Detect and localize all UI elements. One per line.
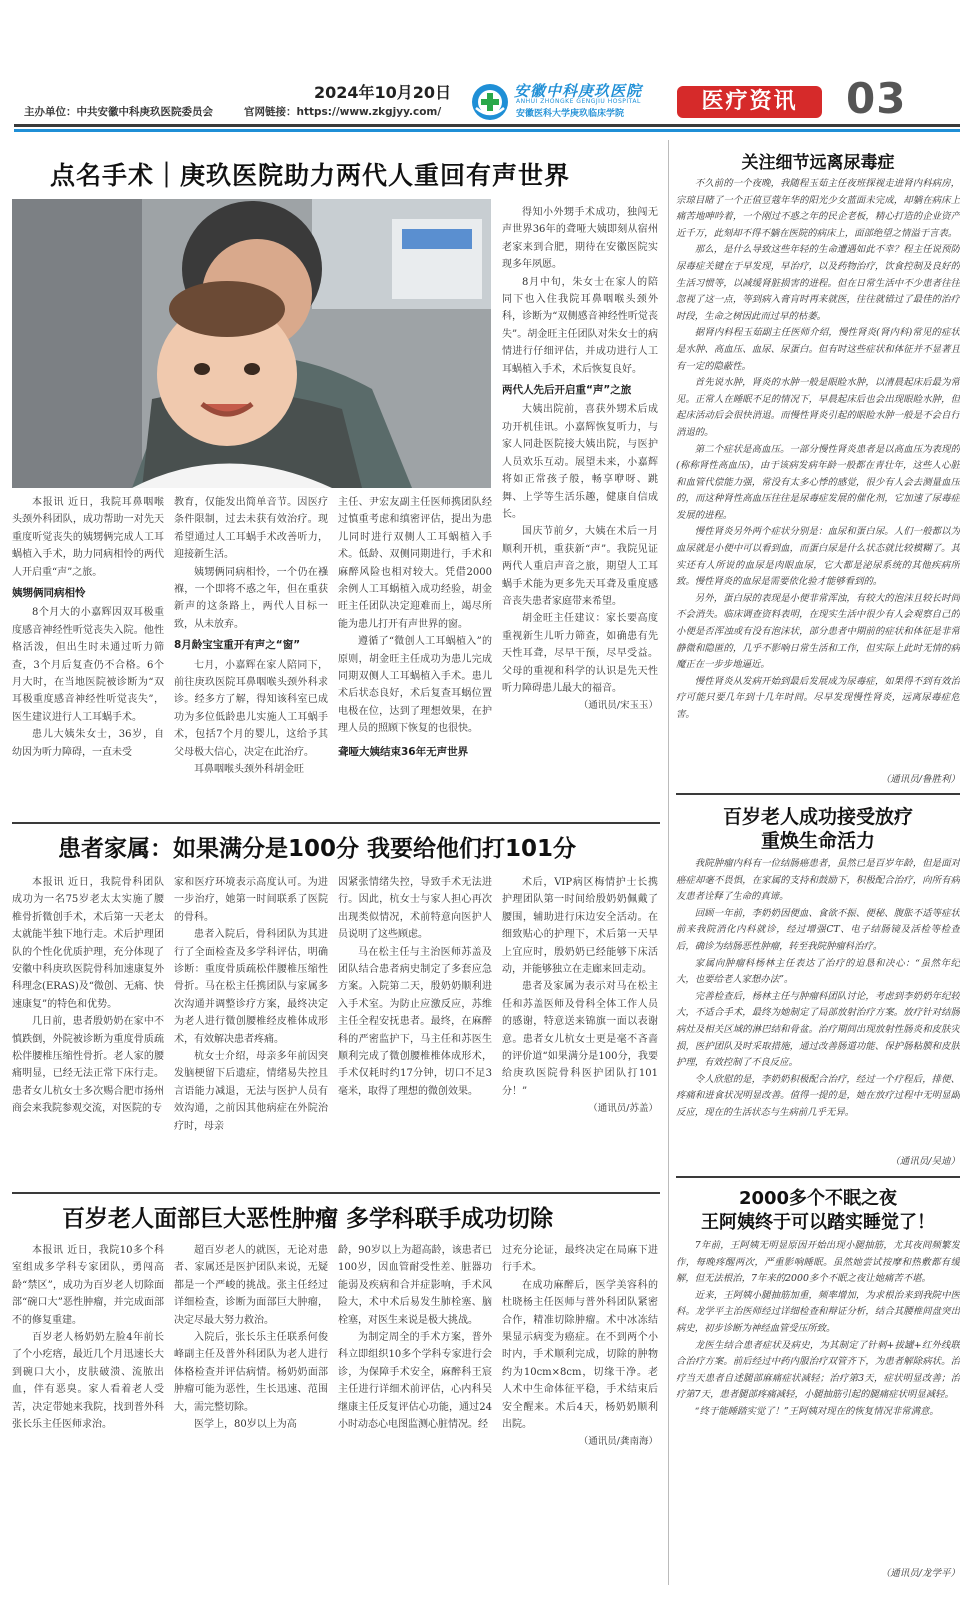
- sidebar2-para: 完善检查后，杨林主任与肿瘤科团队讨论，考虑到李奶奶年纪较大，不适合手术，最终为她制定了局部放射治疗方案。放疗针对结肠病灶及相关区域的淋巴结和骨盆。治疗期间出现放射性肠炎和皮肤灾损，医护团队及时采取措施，通过改善肠道功能、保护肠粘膜和皮肤护理，有效控制了不良反应。: [676, 990, 960, 1069]
- masthead-sponsor: 主办单位：中共安徽中科庚玖医院委员会: [24, 106, 213, 118]
- sidebar1-body: [676, 176, 960, 786]
- sidebar3-byline: （通讯员/龙学平）: [880, 1568, 960, 1579]
- article1-para: 耳鼻咽喉头颈外科胡金旺: [194, 764, 304, 776]
- article3-para: 入院后，张长乐主任联系何俊峰副主任及普外科团队为老人进行体格检查并评估病情。杨奶奶面部肿瘤可能为恶性，生长迅速、范围大，需完整切除。: [174, 1332, 328, 1413]
- sidebar1-para: 慢性肾炎从发病开始到最后发展成为尿毒症，如果得不到有效治疗可能只要几年到十几年时间。尽早发现慢性肾炎，远离尿毒症危害。: [676, 675, 960, 720]
- sidebar2-divider: [676, 1176, 960, 1178]
- article1-subheading: 姨甥俩同病相怜: [12, 587, 86, 600]
- sidebar2-title-line2: 重焕生命活力: [760, 830, 875, 852]
- section-badge: [677, 86, 822, 118]
- sidebar1-para: 不久前的一个夜晚，我随程玉茹主任夜班探视走进肾内科病房，宗琼目睹了一个正值豆蔻年华的阳光少女蓝面未完成，却躺在病床上痛苦地呻吟着，一个刚过不惑之年的民企老板，精心打造的企业资产近千万，此刻却不得不躺在医院的病床上，面部绝望之情溢于言表。: [676, 178, 960, 239]
- article1-para: 遵循了“微创人工耳蜗植入”的原则，胡金旺主任成功为患儿完成同期双侧人工耳蜗植入手术。患儿术后状态良好，术后复查耳蜗位置电极在位，达到了理想效果，在护理人员的照顾下恢复的也很快。: [338, 636, 492, 735]
- sidebar1-byline: （通讯员/鲁胜利）: [880, 774, 960, 785]
- sidebar1-para: 另外，蛋白尿的表现是小便非常浑浊，有较大的泡沫且较长时间不会消失。临床调查资料表明，在现实生活中很少有人会观察自己的小便是否浑浊或有没有泡沫状，部分患者中期前的症状和体征是非常静微和隐匿的，几乎不影响日常生活和工作，但实际上此时无情的病魔正在一步步地逼近。: [676, 592, 960, 671]
- article1-para: 得知小外甥手术成功，独闯无声世界36年的聋哑大姨即刻从宿州老家来到合肥，期待在安徽医院实现多年夙愿。: [502, 207, 658, 271]
- sidebar3-title-line1: 2000多个不眠之夜: [738, 1188, 898, 1209]
- section-label: 医疗资讯: [701, 89, 798, 114]
- article2-para: 患者及家属为表示对马在松主任和苏盖医师及骨科全体工作人员的感谢，特意送来锦旗一面以表谢意。患者女儿杭女士更是毫不吝啬的评价道“如果满分是100分，我要给庚玖医院骨科医护团队打101分！”: [502, 981, 658, 1097]
- article3-para: 本报讯 近日，我院10多个科室组成多学科专家团队，勇闯高龄“禁区”，成功为百岁老人切除面部“碗口大”恶性肿瘤，并完成面部不的修复重建。: [12, 1245, 164, 1326]
- masthead-accent-rule: [14, 129, 960, 132]
- article2-divider: [12, 1192, 660, 1194]
- article3-para: 龄，90岁以上为超高龄，该患者已100岁，因血管耐受性差、脏器功能弱及疾病和合并症影响，手术风险大，术中术后易发生肺栓塞、脑栓塞，对医生来说是极大挑战。: [338, 1245, 492, 1326]
- article2-title: 患者家属：如果满分是100分 我要给他们打101分: [58, 836, 577, 862]
- article1-para: 大姨出院前，喜获外甥术后成功开机佳讯。小嘉辉恢复听力，与家人同赴医院接大姨出院，与医护人员欢乐互动。展望未来，小嘉辉将如正常孩子般，畅享咿呀、跳舞、上学等生活乐趣，健康自信成长。: [502, 404, 658, 520]
- article2-byline: （通讯员/苏盖）: [588, 1103, 658, 1115]
- article2-para: 杭女士介绍，母亲多年前因突发脑梗留下后遗症，情绪易失控且言语能力减退，无法与医护人员有效沟通，之前因其他病症在外院治疗时，母亲: [174, 1051, 328, 1132]
- article2-para: 术后，VIP病区梅情护士长携护理团队第一时间给殷奶奶佩戴了腰围，辅助进行床边安全活动。在细致贴心的护理下，术后第一天早上宜应时，殷奶奶已经能够下床活动，并能够独立在走廊来回走动。: [502, 877, 658, 976]
- article1-subheading: 8月龄宝宝重开有声之“窗”: [174, 639, 301, 652]
- sidebar2-title-line1: 百岁老人成功接受放疗: [722, 806, 913, 828]
- article1-para: 8月中旬，朱女士在家人的陪同下也入住我院耳鼻咽喉头颈外科，诊断为“双侧感音神经性听觉丧失”。胡金旺主任团队对朱女士的病情进行仔细评估，并成功进行人工耳蜗植入手术，术后恢复良好。: [502, 276, 658, 375]
- article1-divider: [12, 822, 660, 824]
- sidebar1-para: 据肾内科程玉茹副主任医师介绍，慢性肾炎(肾内科)常见的症状是水肿、高血压、血尿、尿蛋白。但有时这些症状和体征并不显著且有一定的隐蔽性。: [676, 327, 960, 372]
- sidebar2-para: 令人欣慰的是，李奶奶积极配合治疗，经过一个疗程后，排便、疼痛和进食状况明显改善。值得一提的是，她在放疗过程中无明显副反应，现在的生活状态与生病前几乎无异。: [676, 1073, 960, 1118]
- sidebar1-para: 慢性肾炎另外两个症状分别是：血尿和蛋白尿。人们一般都以为血尿就是小便中可以看到血，而蛋白尿是什么状态就比较模糊了。其实还有人所说的血尿是肉眼血尿，它大都是泌尿系统的其他疾病所致。慢性肾炎的血尿是需要依化验才能够看到的。: [676, 526, 960, 588]
- article1-column-1: [12, 494, 164, 808]
- article1-subheading: 聋哑大姨结束36年无声世界: [338, 745, 469, 758]
- sidebar3-para: 近来，王阿姨小腿抽筋加重，频率增加，为求根治来到我院中医科。龙学平主治医师经过详细检查和辩证分析，结合其腰椎间盘突出病史，初步诊断为神经血管受压所致。: [676, 1289, 960, 1334]
- article1-para: 胡金旺主任建议：家长要高度重视新生儿听力筛查，如确患有先天性耳聋，尽早干预，尽早受益。父母的重视和科学的认识是先天性听力障碍患儿最大的福音。: [502, 613, 658, 694]
- article2-para: 几日前，患者殷奶奶在家中不慎跌倒，外院被诊断为重度骨质疏松伴腰椎压缩性骨折。老人家的腰痛明显，已经无法正常下床行走。患者女儿杭女士多次赐合肥市扬州商会来我院参观交流，对医院的专: [12, 1016, 164, 1115]
- article1-para: 姨甥俩同病相怜，一个仍在襁褓，一个即将不惑之年，但在重获新声的这条路上，两代人目标一致，从未放弃。: [174, 566, 328, 630]
- sidebar2-para: 回顾一年前，李奶奶因便血、食欲不振、便秘、腹胀不适等症状前来我院消化内科就诊，经过增强CT、电子结肠镜及活检等检查后，确诊为结肠恶性肿瘤，转至我院肿瘤科治疗。: [676, 907, 960, 952]
- article1-column-3: [338, 494, 492, 816]
- sidebar2-byline-box: [676, 1154, 960, 1172]
- article1-para: 患儿大姨朱女士，36岁，自幼因为听力障碍，一直未受: [12, 729, 164, 758]
- hospital-subname: 安徽医科大学庚玖临床学院: [516, 109, 625, 119]
- article3-para: 超百岁老人的就医，无论对患者、家属还是医护团队来说，无疑都是一个严峻的挑战。张主任经过详细检查，诊断为面部巨大肿瘤，决定尽最大努力救治。: [174, 1245, 328, 1326]
- sidebar3-para: 龙医生结合患者症状及病史，为其制定了针刺+拔罐+红外线联合治疗方案。前后经过中药内服治疗双管齐下，为患者解除病状。治疗当天患者自述腿部麻痛症状减轻；治疗第3天，症状明显改善；治疗第7天，患者腿部疼痛减轻，小腿抽筋引起的腿痛症状明显减轻。: [676, 1339, 960, 1401]
- sidebar2-para: 我院肿瘤内科有一位结肠癌患者，虽然已是百岁年龄，但是面对癌症却毫不畏惧，在家属的支持和鼓励下，积极配合治疗，向所有病友患者诠释了生命的真谛。: [676, 858, 960, 903]
- article1-para: 本报讯 近日，我院耳鼻咽喉头颈外科团队，成功帮助一对先天重度听觉丧失的姨甥俩完成人工耳蜗植入手术，助力同病相怜的两代人开启重“声”之旅。: [12, 497, 164, 578]
- sidebar3-byline-box: [676, 1566, 960, 1584]
- sidebar3-para: “终于能睡踏实觉了！”王阿姨对现在的恢复情况非常满意。: [694, 1405, 939, 1417]
- article3-column-4: [502, 1242, 658, 1590]
- sidebar1-para: 那么，是什么导致这些年轻的生命遭遇如此不幸？程主任说预防尿毒症关键在于早发现，早治疗，以及药物治疗，饮食控制及良好的生活习惯等，以减缓肾脏损害的进程。但在日常生活中不少患者往往忽视了这一点，等到病入膏肓时再来就医，往往就错过了最佳的治疗时段，生命之树因此而过早的枯萎。: [676, 244, 960, 322]
- sidebar1-divider: [676, 793, 960, 795]
- article1-title: 点名手术｜庚玖医院助力两代人重回有声世界: [50, 161, 571, 190]
- article2-para: 马在松主任与主治医师苏盖及团队结合患者病史制定了多套应急方案。入院第二天，殷奶奶顺利进入手术室。为防止应激反应，苏维主任全程安抚患者。最终，在麻醉科的严密监护下，马主任和苏医生顺利完成了微创腰椎椎体成形术，手术仅耗时约17分钟，切口不足3毫米，取得了理想的微创效果。: [338, 946, 492, 1097]
- article3-para: 为制定周全的手术方案，普外科立即组织10多个学科专家进行会诊，为保障手术安全，麻醉科王宸主任进行详细术前评估，心内科吴继康主任反复评估心功能，通过24小时动态心电图监测心脏情况。经: [338, 1332, 492, 1431]
- article2-para: 家和医疗环境表示高度认可。为进一步治疗，她第一时间联系了医院的骨科。: [174, 877, 328, 923]
- sidebar3-title-line2: 王阿姨终于可以踏实睡觉了！: [701, 1212, 935, 1233]
- article3-byline: （通讯员/龚南海）: [578, 1436, 658, 1448]
- article2-para: 本报讯 近日，我院骨科团队成功为一名75岁老太太实施了腰椎骨折微创手术，术后第一天老太太就能半独下地行走。术后护理团队的个性化优质护理，充分体现了安徽中科庚玖医院骨科加速康复外科理念(ERAS)及“微创、无痛、快速康复”的特色和优势。: [12, 877, 164, 1010]
- sidebar1-para: 第二个症状是高血压。一部分慢性肾炎患者是以高血压为表现的(称称肾性高血压)，由于该病发病年龄一般都在青壮年，这些人心脏和血管代偿能力强，常没有太多心悸的感觉，很少有人会去测量血压的，而这种肾性高血压往往是尿毒症发展的催化剂，它加速了尿毒症发展的进程。: [676, 443, 960, 521]
- article3-column-2: [174, 1242, 328, 1590]
- article1-para: 国庆节前夕，大姨在术后一月顺利开机，重获新“声”。我院见证两代人重启声音之旅，期望人工耳蜗手术能为更多先天耳聋及重度感音丧失患者家庭带来希望。: [502, 526, 658, 607]
- article2-column-2: [174, 874, 328, 1190]
- article3-para: 在成功麻醉后，医学美容科的杜晓杨主任医师与普外科团队紧密合作，精准切除肿瘤。术中冰冻结果显示病变为癌症。在不到两个小时内，手术顺利完成，切除的肿物约为10cm×8cm，切缘干净。老人术中生命体征平稳，手术结束后安全醒来。术后4天，杨奶奶顺利出院。: [502, 1279, 658, 1431]
- sidebar1-para: 首先说水肿，肾炎的水肿一般是眼睑水肿，以清晨起床后最为常见。正常人在睡眠不足的情况下，早晨起床后也会出现眼睑水肿，但起床活动后会很快消退。而慢性肾炎引起的眼睑水肿一般是不会自行消退的。: [676, 377, 960, 438]
- article1-para: 七月，小嘉辉在家人陪同下，前往庚玖医院耳鼻咽喉头颈外科求诊。经多方了解，得知该科室已成功为多位低龄患儿实施人工耳蜗手术，包括7个月的婴儿，这给予其父母极大信心，决定在此治疗。: [174, 659, 328, 758]
- sidebar2-para: 家属向肿瘤科杨林主任表达了治疗的迫恳和决心：“虽然年纪大，也要给老人家想办法”。: [676, 957, 960, 986]
- sidebar3-body: [676, 1238, 960, 1562]
- sidebar2-byline: （通讯员/吴迪）: [890, 1156, 960, 1167]
- article1-para: 教育，仅能发出简单音节。因医疗条件限制，过去未获有效治疗。现希望通过人工耳蜗手术改善听力，迎接新生活。: [174, 497, 328, 561]
- article3-column-1: [12, 1242, 164, 1590]
- article1-byline: （通讯员/宋玉玉）: [578, 700, 658, 712]
- article1-column-4: [502, 204, 658, 816]
- article3-title: 百岁老人面部巨大恶性肿瘤 多学科联手成功切除: [62, 1206, 554, 1232]
- article3-para: 百岁老人杨奶奶左脸4年前长了个小疙瘩，最近几个月迅速长大到碗口大小，皮肤破溃、流脓出血，伴有恶臭。家人看着老人受苦，决定带她来我院，找到普外科张长乐主任医师求治。: [12, 1332, 164, 1431]
- article2-column-3: [338, 874, 492, 1190]
- column-divider: [668, 140, 669, 1585]
- article1-subheading: 两代人先后开启重“声”之旅: [502, 384, 632, 397]
- page-number: 03: [846, 74, 907, 123]
- masthead-date: 2024年10月20日: [314, 83, 452, 102]
- sidebar1-byline-box: [676, 772, 960, 790]
- sidebar2-body: [676, 856, 960, 1152]
- article2-column-4: [502, 874, 658, 1190]
- hospital-name: 安徽中科庚玖医院: [514, 82, 643, 100]
- article1-photo: [12, 199, 491, 488]
- article2-column-1: [12, 874, 164, 1190]
- article1-para: 主任、尹宏友副主任医师携团队经过慎重考虑和缜密评估，提出为患儿同时进行双侧人工耳蜗植入手术。低龄、双侧同期进行，手术和麻醉风险也相对较大。凭借2000余例人工耳蜗植入成功经验，胡金旺主任团队决定迎难而上，竭尽所能为患儿打开有声世界的窗。: [338, 497, 492, 630]
- article3-column-3: [338, 1242, 492, 1590]
- article2-para: 因紧张情绪失控，导致手术无法进行。因此，杭女士与家人担心再次出现类似情况，术前特意向医护人员说明了这些顾虑。: [338, 877, 492, 941]
- article3-para: 过充分论证，最终决定在局麻下进行手术。: [502, 1245, 658, 1274]
- masthead-website[interactable]: 官网链接：https://www.zkgjyy.com/: [244, 106, 442, 118]
- article1-column-2: [174, 494, 328, 808]
- sidebar1-title: 关注细节远离尿毒症: [741, 153, 895, 173]
- masthead-rule: [14, 124, 960, 127]
- article2-para: 患者入院后，骨科团队为其进行了全面检查及多学科评估，明确诊断：重度骨质疏松伴腰椎压缩性骨折。马在松主任携团队与家属多次沟通并调整诊疗方案，最终决定为老人进行微创腰椎经皮椎体成形术，有效解决患者疼痛。: [174, 929, 328, 1045]
- sidebar3-para: 7年前，王阿姨无明显原因开始出现小腿抽筋，尤其夜间频繁发作，每晚疼醒两次，严重影响睡眠。虽然她尝试按摩和热敷都有缓解，但无法根治，7年来的2000多个不眠之夜让她痛苦不堪。: [676, 1240, 960, 1285]
- hospital-name-en: ANHUI ZHONGKE GENGJIU HOSPITAL: [516, 98, 641, 105]
- article3-para: 医学上，80岁以上为高: [194, 1419, 297, 1431]
- article1-para: 8个月大的小嘉辉因双耳极重度感音神经性听觉丧失入院。他性格活泼，但出生时未通过听力筛查，3个月后复查仍不合格。6个月大时，在当地医院被诊断为“双耳极重度感音神经性听觉丧失”，医生建议进行人工耳蜗手术。: [12, 607, 164, 723]
- hospital-logo-icon: [470, 82, 510, 122]
